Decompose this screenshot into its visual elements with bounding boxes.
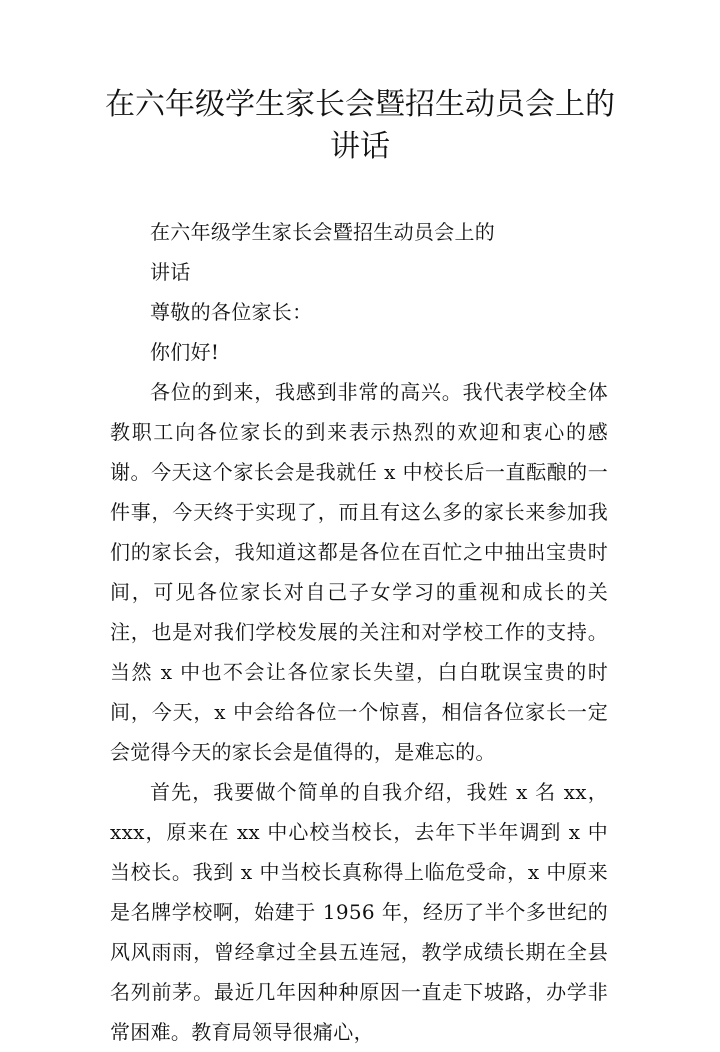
paragraph-welcome: 各位的到来，我感到非常的高兴。我代表学校全体教职工向各位家长的到来表示热烈的欢迎和衷心的感谢。今天这个家长会是我就任 x 中校长后一直酝酿的一件事，今天终于实现了，而且有这么多的家长来参加我们的家长会，我知道这都是各位在百忙之中抽出宝贵时间，可见各位家长对自己子女学习的重视和成长的关注，也是对我们学校发展的关注和对学校工作的支持。当然 x 中也不会让各位家长失望，白白耽误宝贵的时间，今天，x 中会给各位一个惊喜，相信各位家长一定会觉得今天的家长会是值得的，是难忘的。 [110, 380, 608, 764]
paragraph-salutation: 尊敬的各位家长： [150, 300, 313, 324]
paragraph-introduction: 首先，我要做个简单的自我介绍，我姓 x 名 xx，xxx，原来在 xx 中心校当校长，去年下半年调到 x 中当校长。我到 x 中当校长真称得上临危受命，x 中原来是名牌学校啊，始建于 1956 年，经历了半个多世纪的风风雨雨，曾经拿过全县五连冠，教学成绩长期在全县名列前茅。最近几年因种种原因一直走下坡路，办学非常困难。教育局领导很痛心， [110, 780, 608, 1044]
paragraph-greeting: 你们好! [150, 340, 220, 364]
paragraph-heading-line-2: 讲话 [150, 260, 191, 284]
document-title: 在六年级学生家长会暨招生动员会上的讲话 [105, 87, 615, 164]
paragraph-heading-line-1: 在六年级学生家长会暨招生动员会上的 [150, 220, 496, 244]
document-body [110, 212, 608, 1052]
